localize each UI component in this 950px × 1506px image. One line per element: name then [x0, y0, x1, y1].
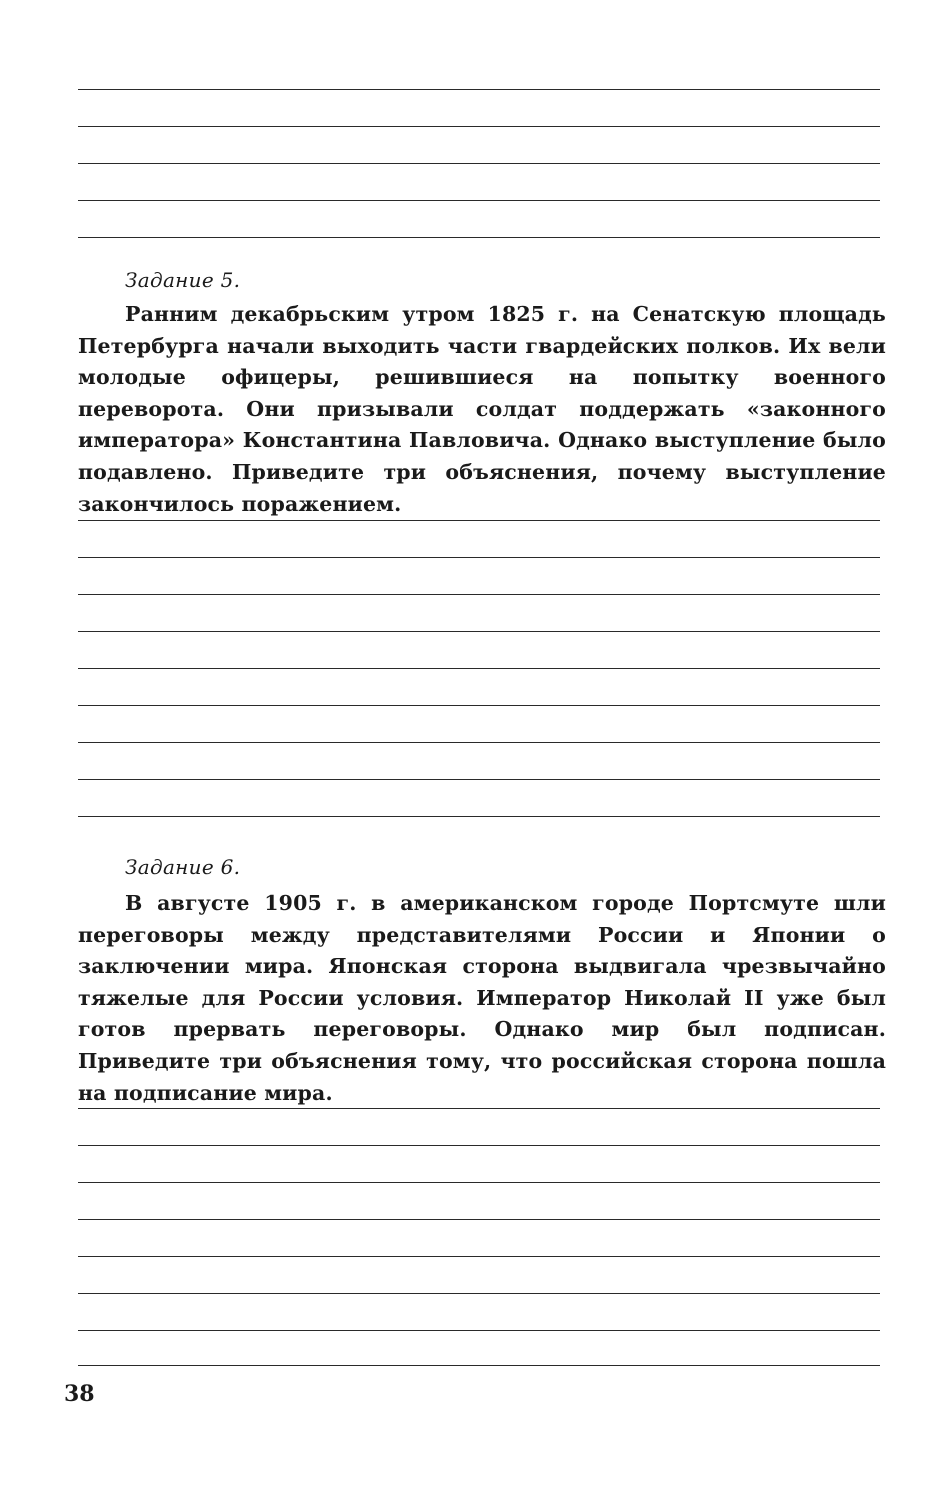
- answer-line[interactable]: [78, 668, 880, 669]
- answer-line[interactable]: [78, 557, 880, 558]
- answer-line[interactable]: [78, 126, 880, 127]
- task-6-title: Задание 6.: [125, 855, 241, 879]
- task-5-text: Ранним декабрьским утром 1825 г. на Сенатскую площадь Петербурга начали выходить части гвардейских полков. Их вели молодые офицеры, решившиеся на попытку военного переворота. Они призывали солдат поддержать «законного императора» Константина Павловича. Однако выступление было подавлено. Приведите три объяснения, почему выступление закончилось поражением.: [78, 302, 886, 516]
- answer-line[interactable]: [78, 779, 880, 780]
- task-5-title: Задание 5.: [125, 268, 241, 292]
- answer-line[interactable]: [78, 89, 880, 90]
- answer-line[interactable]: [78, 1108, 880, 1109]
- answer-line[interactable]: [78, 1256, 880, 1257]
- task-6-text: В августе 1905 г. в американском городе Портсмуте шли переговоры между представителями России и Японии о заключении мира. Японская сторона выдвигала чрезвычайно тяжелые для России условия. Император Николай II уже был готов прервать переговоры. Однако мир был подписан. Приведите три объяснения тому, что российская сторона пошла на подписание мира.: [78, 891, 886, 1105]
- answer-line[interactable]: [78, 1365, 880, 1366]
- answer-line[interactable]: [78, 816, 880, 817]
- answer-line[interactable]: [78, 163, 880, 164]
- answer-line[interactable]: [78, 1330, 880, 1331]
- answer-line[interactable]: [78, 237, 880, 238]
- answer-line[interactable]: [78, 200, 880, 201]
- answer-line[interactable]: [78, 705, 880, 706]
- answer-line[interactable]: [78, 631, 880, 632]
- answer-line[interactable]: [78, 594, 880, 595]
- answer-line[interactable]: [78, 1219, 880, 1220]
- answer-line[interactable]: [78, 742, 880, 743]
- page-number: 38: [64, 1381, 95, 1407]
- answer-line[interactable]: [78, 520, 880, 521]
- answer-line[interactable]: [78, 1145, 880, 1146]
- answer-line[interactable]: [78, 1293, 880, 1294]
- answer-line[interactable]: [78, 1182, 880, 1183]
